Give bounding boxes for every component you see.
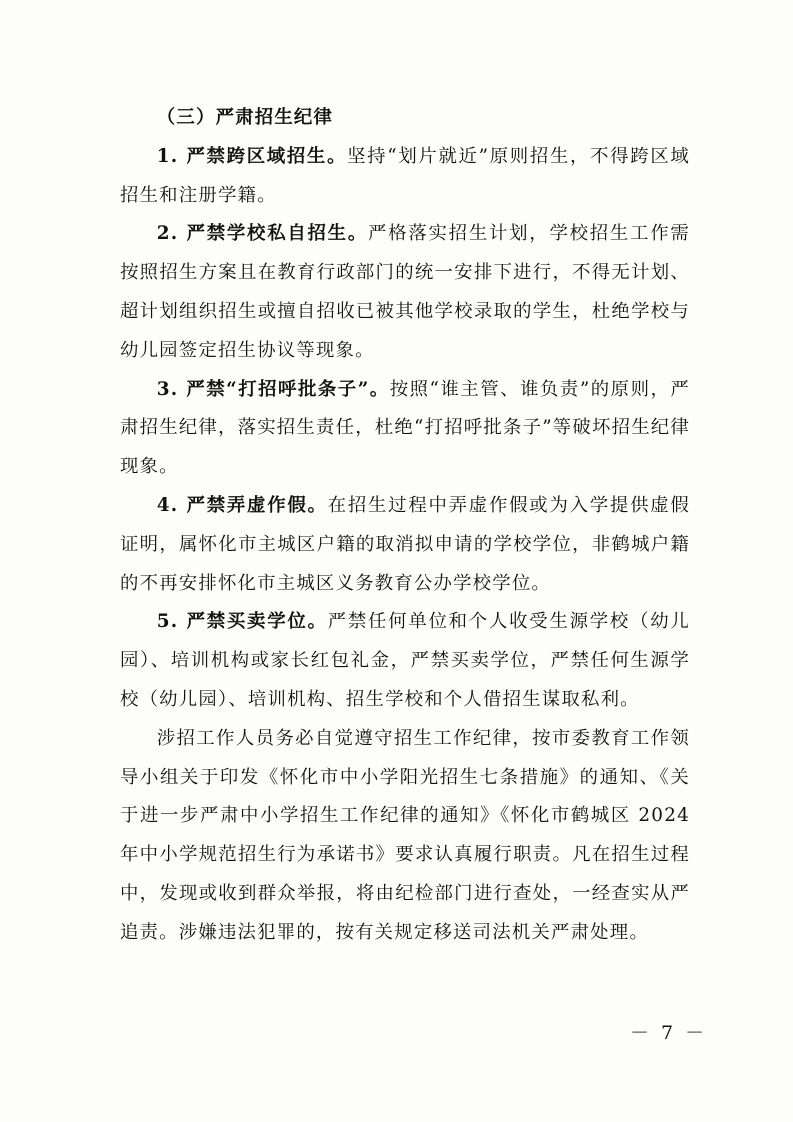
rule-item-5 bbox=[120, 603, 690, 719]
rule-item-text: 在招生过程中弄虚作假或为入学提供虚假证明，属怀化市主城区户籍的取消拟申请的学校学位，非鹤城户籍的不再安排怀化市主城区义务教育公办学校学位。 bbox=[120, 494, 690, 594]
rule-item-lead: 5. 严禁买卖学位。 bbox=[156, 611, 328, 633]
rule-item-lead: 1. 严禁跨区域招生。 bbox=[156, 145, 348, 167]
page-number: － 7 － bbox=[630, 1022, 708, 1044]
document-body bbox=[120, 99, 690, 953]
rule-item-text: 严禁任何单位和个人收受生源学校（幼儿园）、培训机构或家长红包礼金，严禁买卖学位，严禁任何生源学校（幼儿园）、培训机构、招生学校和个人借招生谋取私利。 bbox=[120, 611, 690, 710]
section-heading: （三）严肃招生纪律 bbox=[156, 107, 334, 128]
rule-item-1 bbox=[120, 138, 690, 216]
closing-paragraph: 涉招工作人员务必自觉遵守招生工作纪律，按市委教育工作领导小组关于印发《怀化市中小学阳光招生七条措施》的通知、《关于进一步严肃中小学招生工作纪律的通知》《怀化市鹤城区 2024 年中小学规范招生行为承诺书》要求认真履行职责。凡在招生过程中，发现或收到群众举报，将由纪检部门进行查处，一经查实从严追责。涉嫌违法犯罪的，按有关规定移送司法机关严肃处理。 bbox=[120, 727, 690, 943]
rule-item-text: 按照“谁主管、谁负责”的原则，严肃招生纪律，落实招生责任，杜绝“打招呼批条子”等破坏招生纪律现象。 bbox=[120, 378, 690, 478]
rule-item-lead: 4. 严禁弄虚作假。 bbox=[156, 494, 328, 516]
rule-item-2 bbox=[120, 215, 690, 370]
rule-item-lead: 3. 严禁“打招呼批条子”。 bbox=[156, 378, 390, 400]
rule-item-4 bbox=[120, 487, 690, 603]
rule-item-text: 坚持“划片就近”原则招生，不得跨区域招生和注册学籍。 bbox=[120, 145, 690, 206]
rule-item-lead: 2. 严禁学校私自招生。 bbox=[156, 223, 369, 245]
rule-item-text: 严格落实招生计划，学校招生工作需按照招生方案且在教育行政部门的统一安排下进行，不得无计划、超计划组织招生或擅自招收已被其他学校录取的学生，杜绝学校与幼儿园签定招生协议等现象。 bbox=[120, 223, 690, 361]
rule-item-3 bbox=[120, 371, 690, 487]
